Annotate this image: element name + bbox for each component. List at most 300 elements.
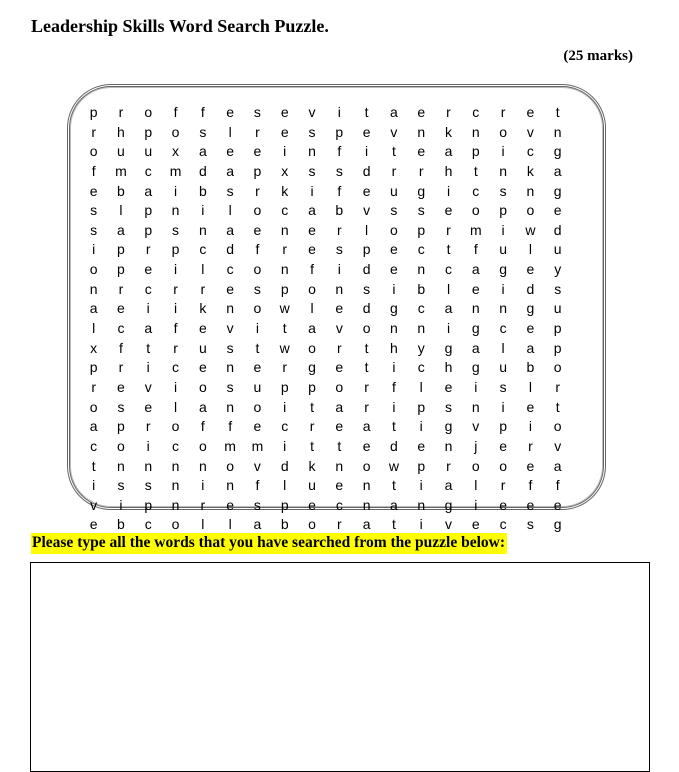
grid-letter: r [200,496,206,513]
grid-letter: o [89,398,98,415]
grid-letter: b [117,516,125,533]
grid-letter: l [283,477,287,494]
grid-letter: r [255,182,260,199]
grid-letter: t [555,104,560,120]
grid-letter: e [226,496,235,513]
grid-letter: p [89,359,98,376]
grid-letter: l [419,378,423,395]
grid-letter: b [198,182,207,199]
grid-letter: l [173,398,178,415]
grid-letter: v [554,437,562,454]
grid-letter: r [145,418,151,435]
grid-letter: w [525,221,536,238]
grid-letter: i [392,359,396,376]
grid-letter: a [553,162,562,179]
grid-letter: r [118,359,124,376]
grid-letter: b [417,280,426,297]
grid-letter: n [417,320,426,337]
grid-letter: n [226,398,235,415]
grid-letter: i [283,143,287,160]
grid-letter: o [390,221,398,238]
grid-letter: m [224,437,236,454]
grid-letter: n [226,300,235,317]
grid-letter: p [553,339,562,356]
grid-letter: d [280,457,289,474]
grid-letter: c [117,320,125,337]
grid-letter: n [171,477,180,494]
grid-letter: d [362,300,371,317]
grid-letter: r [446,104,451,120]
grid-letter: v [226,320,234,337]
grid-letter: f [555,477,560,494]
grid-letter: e [499,496,507,513]
grid-letter: r [336,339,342,356]
grid-letter: r [91,378,96,395]
grid-letter: g [526,300,535,317]
grid-letter: s [417,202,425,219]
grid-letter: o [253,398,262,415]
grid-letter: n [171,457,180,474]
grid-letter: f [91,162,96,179]
grid-letter: g [553,143,562,160]
grid-letter: o [471,202,480,219]
grid-letter: p [117,241,125,258]
grid-letter: c [226,261,234,278]
grid-letter: a [390,496,398,513]
grid-letter: b [526,359,535,376]
grid-letter: n [308,143,316,160]
grid-letter: r [446,221,451,238]
grid-letter: o [308,280,316,297]
grid-letter: w [279,300,290,317]
grid-letter: d [362,261,371,278]
grid-letter: e [526,320,535,337]
grid-letter: h [444,359,453,376]
grid-letter: n [444,437,453,454]
grid-letter: o [253,202,262,219]
grid-letter: r [500,104,506,120]
grid-letter: p [144,202,153,219]
grid-letter: e [308,221,316,238]
grid-letter: s [144,477,152,494]
grid-letter: e [526,261,535,278]
grid-letter: p [144,123,153,140]
grid-letter: i [173,182,178,199]
grid-letter: i [92,477,96,494]
grid-letter: n [198,457,207,474]
grid-letter: e [362,437,371,454]
grid-letter: t [282,320,287,337]
grid-letter: c [417,241,425,258]
grid-letter: i [528,418,532,435]
grid-letter: m [469,221,482,238]
grid-letter: i [173,261,178,278]
grid-letter: i [419,418,423,435]
grid-letter: i [337,104,341,120]
grid-letter: p [471,143,480,160]
grid-letter: m [251,437,264,454]
grid-letter: t [446,241,451,258]
grid-letter: c [445,261,452,278]
grid-letter: e [226,143,235,160]
grid-letter: c [526,143,534,160]
grid-letter: p [171,241,180,258]
grid-letter: t [364,359,369,376]
grid-letter: v [390,123,398,140]
grid-letter: n [417,123,426,140]
grid-letter: o [89,143,98,160]
grid-letter: e [553,496,562,513]
grid-letter: g [553,182,562,199]
grid-letter: v [363,202,371,219]
grid-letter: o [171,418,180,435]
grid-letter: n [171,496,180,513]
grid-letter: v [526,123,534,140]
grid-letter: r [391,162,397,179]
grid-letter: a [89,300,98,317]
grid-letter: s [253,104,261,120]
grid-letter: e [390,241,398,258]
grid-letter: i [255,320,259,337]
grid-letter: i [173,300,178,317]
grid-letter: r [255,123,260,140]
grid-letter: i [446,320,451,337]
grid-letter: x [281,162,289,179]
grid-letter: a [198,398,207,415]
grid-letter: t [146,339,151,356]
word-search-grid [80,103,571,535]
grid-letter: p [280,378,289,395]
grid-letter: e [89,516,98,533]
grid-letter: t [364,339,369,356]
grid-letter: a [390,104,398,120]
grid-letter: p [117,418,125,435]
grid-letter: i [392,398,396,415]
grid-letter: p [417,457,426,474]
grid-letter: s [117,398,125,415]
grid-letter: a [444,477,453,494]
grid-letter: n [335,457,344,474]
grid-letter: o [553,418,562,435]
grid-letter: s [390,202,398,219]
grid-letter: a [308,320,316,337]
grid-letter: a [117,221,125,238]
grid-letter: i [446,182,451,199]
grid-letter: s [499,182,507,199]
answer-input[interactable] [30,562,650,772]
grid-letter: g [390,300,398,317]
grid-letter: i [201,477,205,494]
grid-letter: l [528,378,532,395]
grid-letter: e [362,123,371,140]
grid-letter: i [146,300,150,317]
grid-letter: g [471,359,480,376]
grid-letter: e [144,261,153,278]
grid-letter: v [445,516,452,533]
grid-letter: p [499,418,507,435]
grid-letter: o [117,437,125,454]
grid-letter: i [365,143,369,160]
grid-letter: c [144,280,152,297]
grid-letter: l [228,123,232,140]
grid-letter: e [253,418,262,435]
grid-letter: s [117,477,125,494]
grid-letter: s [90,202,98,219]
grid-letter: e [198,320,207,337]
grid-letter: g [444,339,453,356]
grid-letter: e [89,182,98,199]
grid-letter: f [255,241,260,258]
grid-letter: i [201,202,205,219]
grid-letter: t [310,398,314,415]
grid-letter: n [417,261,426,278]
grid-letter: h [117,123,125,140]
grid-letter: s [199,123,207,140]
grid-letter: a [471,339,480,356]
grid-letter: e [471,280,480,297]
grid-letter: c [90,437,98,454]
grid-letter: r [528,437,533,454]
grid-letter: u [553,241,562,258]
grid-letter: c [417,359,425,376]
grid-letter: a [198,143,207,160]
grid-letter: g [499,261,507,278]
grid-letter: f [200,104,205,120]
grid-letter: d [553,221,562,238]
grid-letter: e [308,241,316,258]
grid-letter: p [417,398,426,415]
grid-letter: s [172,221,180,238]
grid-letter: l [310,300,314,317]
grid-letter: a [362,418,371,435]
grid-letter: e [226,280,235,297]
grid-letter: b [280,516,289,533]
page-title: Leadership Skills Word Search Puzzle. [31,16,329,36]
grid-letter: t [310,437,314,454]
grid-letter: s [226,339,234,356]
grid-letter: u [253,378,262,395]
grid-letter: t [391,418,396,435]
grid-letter: e [499,437,507,454]
grid-letter: n [226,359,235,376]
grid-letter: e [526,496,535,513]
grid-letter: l [528,241,532,258]
grid-letter: l [501,339,505,356]
grid-letter: e [335,300,344,317]
grid-letter: v [144,378,152,395]
grid-letter: i [92,241,96,258]
grid-letter: n [471,300,480,317]
grid-letter: c [199,241,207,258]
grid-letter: l [474,477,478,494]
grid-letter: s [308,123,316,140]
grid-letter: a [144,320,153,337]
grid-letter: u [144,143,153,160]
grid-letter: i [283,437,287,454]
grid-letter: n [471,398,480,415]
grid-letter: p [362,241,371,258]
grid-letter: g [444,496,453,513]
grid-letter: a [362,516,371,533]
grid-letter: e [444,202,453,219]
grid-letter: c [499,516,507,533]
grid-letter: c [335,496,343,513]
grid-letter: c [281,202,289,219]
grid-letter: f [200,418,205,435]
grid-letter: r [173,280,178,297]
grid-letter: k [308,457,316,474]
grid-letter: p [280,280,289,297]
grid-letter: a [444,143,453,160]
grid-letter: j [474,437,478,454]
grid-letter: e [553,202,562,219]
grid-letter: r [200,280,206,297]
grid-letter: e [198,359,207,376]
grid-letter: n [171,202,180,219]
grid-letter: s [226,378,234,395]
grid-letter: s [90,221,98,238]
grid-letter: f [528,477,533,494]
grid-letter: o [499,457,507,474]
grid-letter: e [117,300,125,317]
grid-letter: s [253,280,261,297]
grid-letter: p [280,496,289,513]
grid-letter: i [146,437,150,454]
grid-letter: t [391,477,396,494]
grid-letter: c [144,162,152,179]
marks-label: (25 marks) [563,48,633,64]
grid-letter: b [335,202,344,219]
grid-letter: e [417,104,426,120]
grid-letter: e [471,516,480,533]
grid-letter: g [471,320,480,337]
grid-letter: e [280,123,289,140]
instruction-text: Please type all the words that you have searched from the puzzle below: [31,533,507,554]
grid-letter: x [172,143,180,160]
grid-letter: e [253,359,262,376]
grid-letter: r [364,378,369,395]
grid-letter: o [308,339,316,356]
grid-letter: t [391,516,396,533]
grid-letter: s [226,182,234,199]
grid-letter: r [282,241,288,258]
grid-letter: o [253,300,262,317]
grid-letter: r [336,221,342,238]
grid-letter: u [117,143,125,160]
grid-letter: c [472,182,480,199]
grid-letter: e [144,398,153,415]
grid-letter: o [226,457,235,474]
grid-letter: a [471,261,480,278]
grid-letter: a [89,418,98,435]
grid-letter: d [198,162,207,179]
grid-letter: s [554,280,562,297]
grid-letter: t [337,437,342,454]
grid-letter: r [282,359,288,376]
grid-letter: i [119,496,123,513]
grid-letter: e [417,437,426,454]
grid-letter: a [144,182,153,199]
grid-letter: r [446,457,451,474]
grid-letter: g [417,182,426,199]
grid-letter: c [172,359,180,376]
grid-letter: n [117,457,125,474]
grid-letter: g [444,418,453,435]
grid-letter: a [226,221,235,238]
grid-letter: f [173,320,178,337]
grid-letter: l [119,202,123,219]
grid-letter: u [198,339,207,356]
grid-letter: r [309,418,315,435]
grid-letter: k [445,123,452,140]
grid-letter: f [337,182,342,199]
grid-letter: n [499,162,507,179]
grid-letter: c [499,320,507,337]
grid-letter: r [364,398,369,415]
grid-letter: t [364,104,369,120]
grid-letter: f [310,261,314,278]
grid-letter: v [472,418,480,435]
grid-letter: n [280,261,289,278]
grid-letter: e [226,104,235,120]
grid-letter: p [308,378,316,395]
grid-letter: c [172,437,180,454]
grid-letter: b [117,182,125,199]
grid-letter: r [500,477,506,494]
grid-letter: p [499,202,507,219]
grid-letter: n [499,300,507,317]
grid-letter: n [362,496,371,513]
grid-letter: e [526,104,535,120]
grid-letter: y [417,339,425,356]
grid-letter: m [115,162,127,179]
grid-letter: o [171,123,180,140]
grid-letter: r [91,123,96,140]
grid-letter: a [553,457,562,474]
grid-letter: i [501,398,505,415]
grid-letter: e [335,359,344,376]
grid-letter: e [280,104,289,120]
grid-letter: t [473,162,478,179]
grid-letter: n [526,182,535,199]
grid-letter: n [390,320,398,337]
grid-letter: h [444,162,453,179]
grid-letter: u [499,241,507,258]
grid-letter: s [335,162,343,179]
grid-letter: s [253,496,261,513]
grid-letter: l [228,202,232,219]
grid-letter: o [171,516,180,533]
grid-letter: p [553,320,562,337]
grid-letter: g [308,359,316,376]
grid-letter: e [253,143,262,160]
grid-letter: i [146,359,150,376]
grid-letter: f [228,418,233,435]
grid-letter: n [198,221,207,238]
grid-letter: o [144,104,153,120]
grid-letter: g [553,516,562,533]
grid-letter: e [390,261,398,278]
grid-letter: k [199,300,207,317]
grid-letter: s [499,378,507,395]
grid-letter: e [417,143,426,160]
grid-letter: v [253,457,261,474]
grid-letter: a [444,300,453,317]
grid-letter: e [335,418,344,435]
grid-letter: i [337,261,341,278]
grid-letter: n [417,496,426,513]
grid-letter: p [144,221,153,238]
